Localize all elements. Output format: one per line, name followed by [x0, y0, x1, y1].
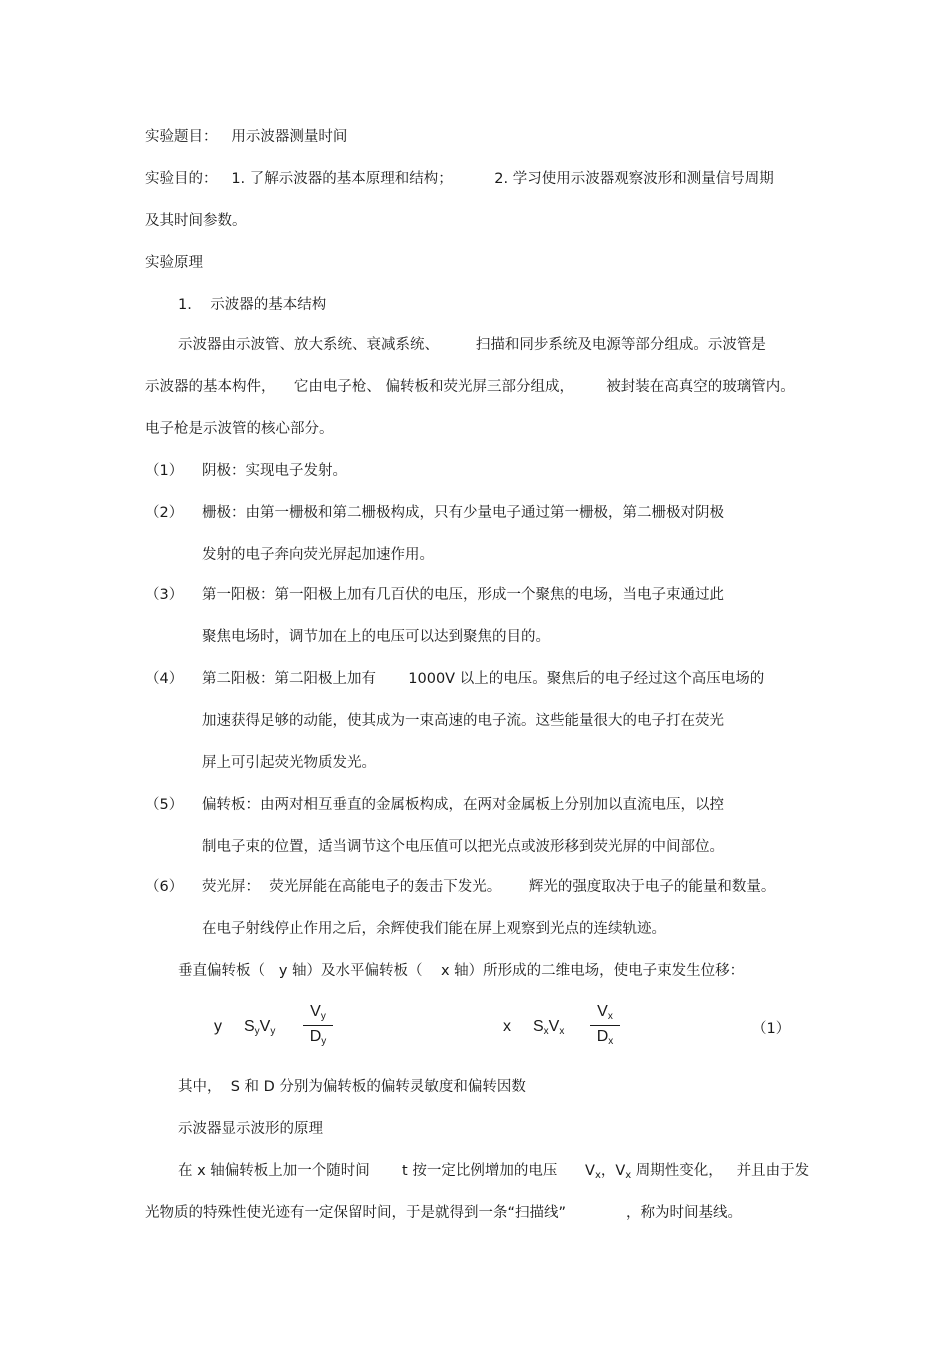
- item-text-continued: 屏上可引起荧光物质发光。: [202, 755, 376, 771]
- item-text: 栅极：由第一栅极和第二栅极构成，只有少量电子通过第一栅极，第二栅极对阴极: [202, 505, 724, 521]
- item-text-continued: 制电子束的位置，适当调节这个电压值可以把光点或波形移到荧光屏的中间部位。: [202, 839, 724, 855]
- item-number: （1）: [145, 463, 184, 479]
- item-number: （2）: [145, 505, 184, 521]
- item-text: 偏转板：由两对相互垂直的金属板构成，在两对金属板上分别加以直流电压，以控: [202, 797, 724, 813]
- principle-heading: 实验原理: [145, 255, 203, 271]
- item-number: （5）: [145, 797, 184, 813]
- experiment-title: 实验题目： 用示波器测量时间: [145, 129, 348, 145]
- section-1-heading: 1. 示波器的基本结构: [178, 297, 327, 313]
- formula-y-fraction: Vy Dy: [303, 1002, 333, 1049]
- item-number: （6）: [145, 879, 184, 895]
- item-text: 第二阳极：第二阳极上加有 1000V 以上的电压。聚焦后的电子经过这个高压电场的: [202, 671, 765, 687]
- purpose-line-2: 及其时间参数。: [145, 213, 247, 229]
- formula-x-sensitivity: SxVx: [533, 1018, 565, 1037]
- item-number: （3）: [145, 587, 184, 603]
- equation-number: （1）: [752, 1021, 791, 1037]
- item-text: 阴极：实现电子发射。: [202, 463, 347, 479]
- display-line-2: 光物质的特殊性使光迹有一定保留时间，于是就得到一条“扫描线” ，称为时间基线。: [145, 1205, 742, 1221]
- item-text-continued: 加速获得足够的动能，使其成为一束高速的电子流。这些能量很大的电子打在荧光: [202, 713, 724, 729]
- display-line-1: 在 x 轴偏转板上加一个随时间 t 按一定比例增加的电压 $V_x$，$V_x$ 周期性变化， 并且由于发: [178, 1163, 810, 1181]
- item-text-continued: 在电子射线停止作用之后，余辉使我们能在屏上观察到光点的连续轨迹。: [202, 921, 666, 937]
- paragraph-1-line-3: 电子枪是示波管的核心部分。: [145, 421, 334, 437]
- item-number: （4）: [145, 671, 184, 687]
- deflection-description: 垂直偏转板（ y 轴）及水平偏转板（ x 轴）所形成的二维电场，使电子束发生位移：: [178, 963, 745, 979]
- formula-y-lhs: y: [214, 1018, 222, 1035]
- paragraph-1-line-2: 示波器的基本构件， 它由电子枪、 偏转板和荧光屏三部分组成， 被封装在高真空的玻璃管内。: [145, 379, 795, 395]
- display-heading: 示波器显示波形的原理: [178, 1121, 323, 1137]
- item-text-continued: 聚焦电场时，调节加在上的电压可以达到聚焦的目的。: [202, 629, 550, 645]
- formula-y-sensitivity: SyVy: [244, 1018, 276, 1037]
- item-text: 第一阳极：第一阳极上加有几百伏的电压，形成一个聚焦的电场，当电子束通过此: [202, 587, 724, 603]
- formula-x-fraction: Vx Dx: [590, 1002, 620, 1049]
- where-line: 其中， S 和 D 分别为偏转板的偏转灵敏度和偏转因数: [178, 1079, 526, 1095]
- item-text: 荧光屏： 荧光屏能在高能电子的轰击下发光。 辉光的强度取决于电子的能量和数量。: [202, 879, 776, 895]
- formula-x-lhs: x: [503, 1018, 511, 1035]
- paragraph-1-line-1: 示波器由示波管、放大系统、衰减系统、 扫描和同步系统及电源等部分组成。示波管是: [178, 337, 766, 353]
- item-text-continued: 发射的电子奔向荧光屏起加速作用。: [202, 547, 434, 563]
- purpose-line-1: 实验目的： 1. 了解示波器的基本原理和结构； 2. 学习使用示波器观察波形和测量信号周期: [145, 171, 774, 187]
